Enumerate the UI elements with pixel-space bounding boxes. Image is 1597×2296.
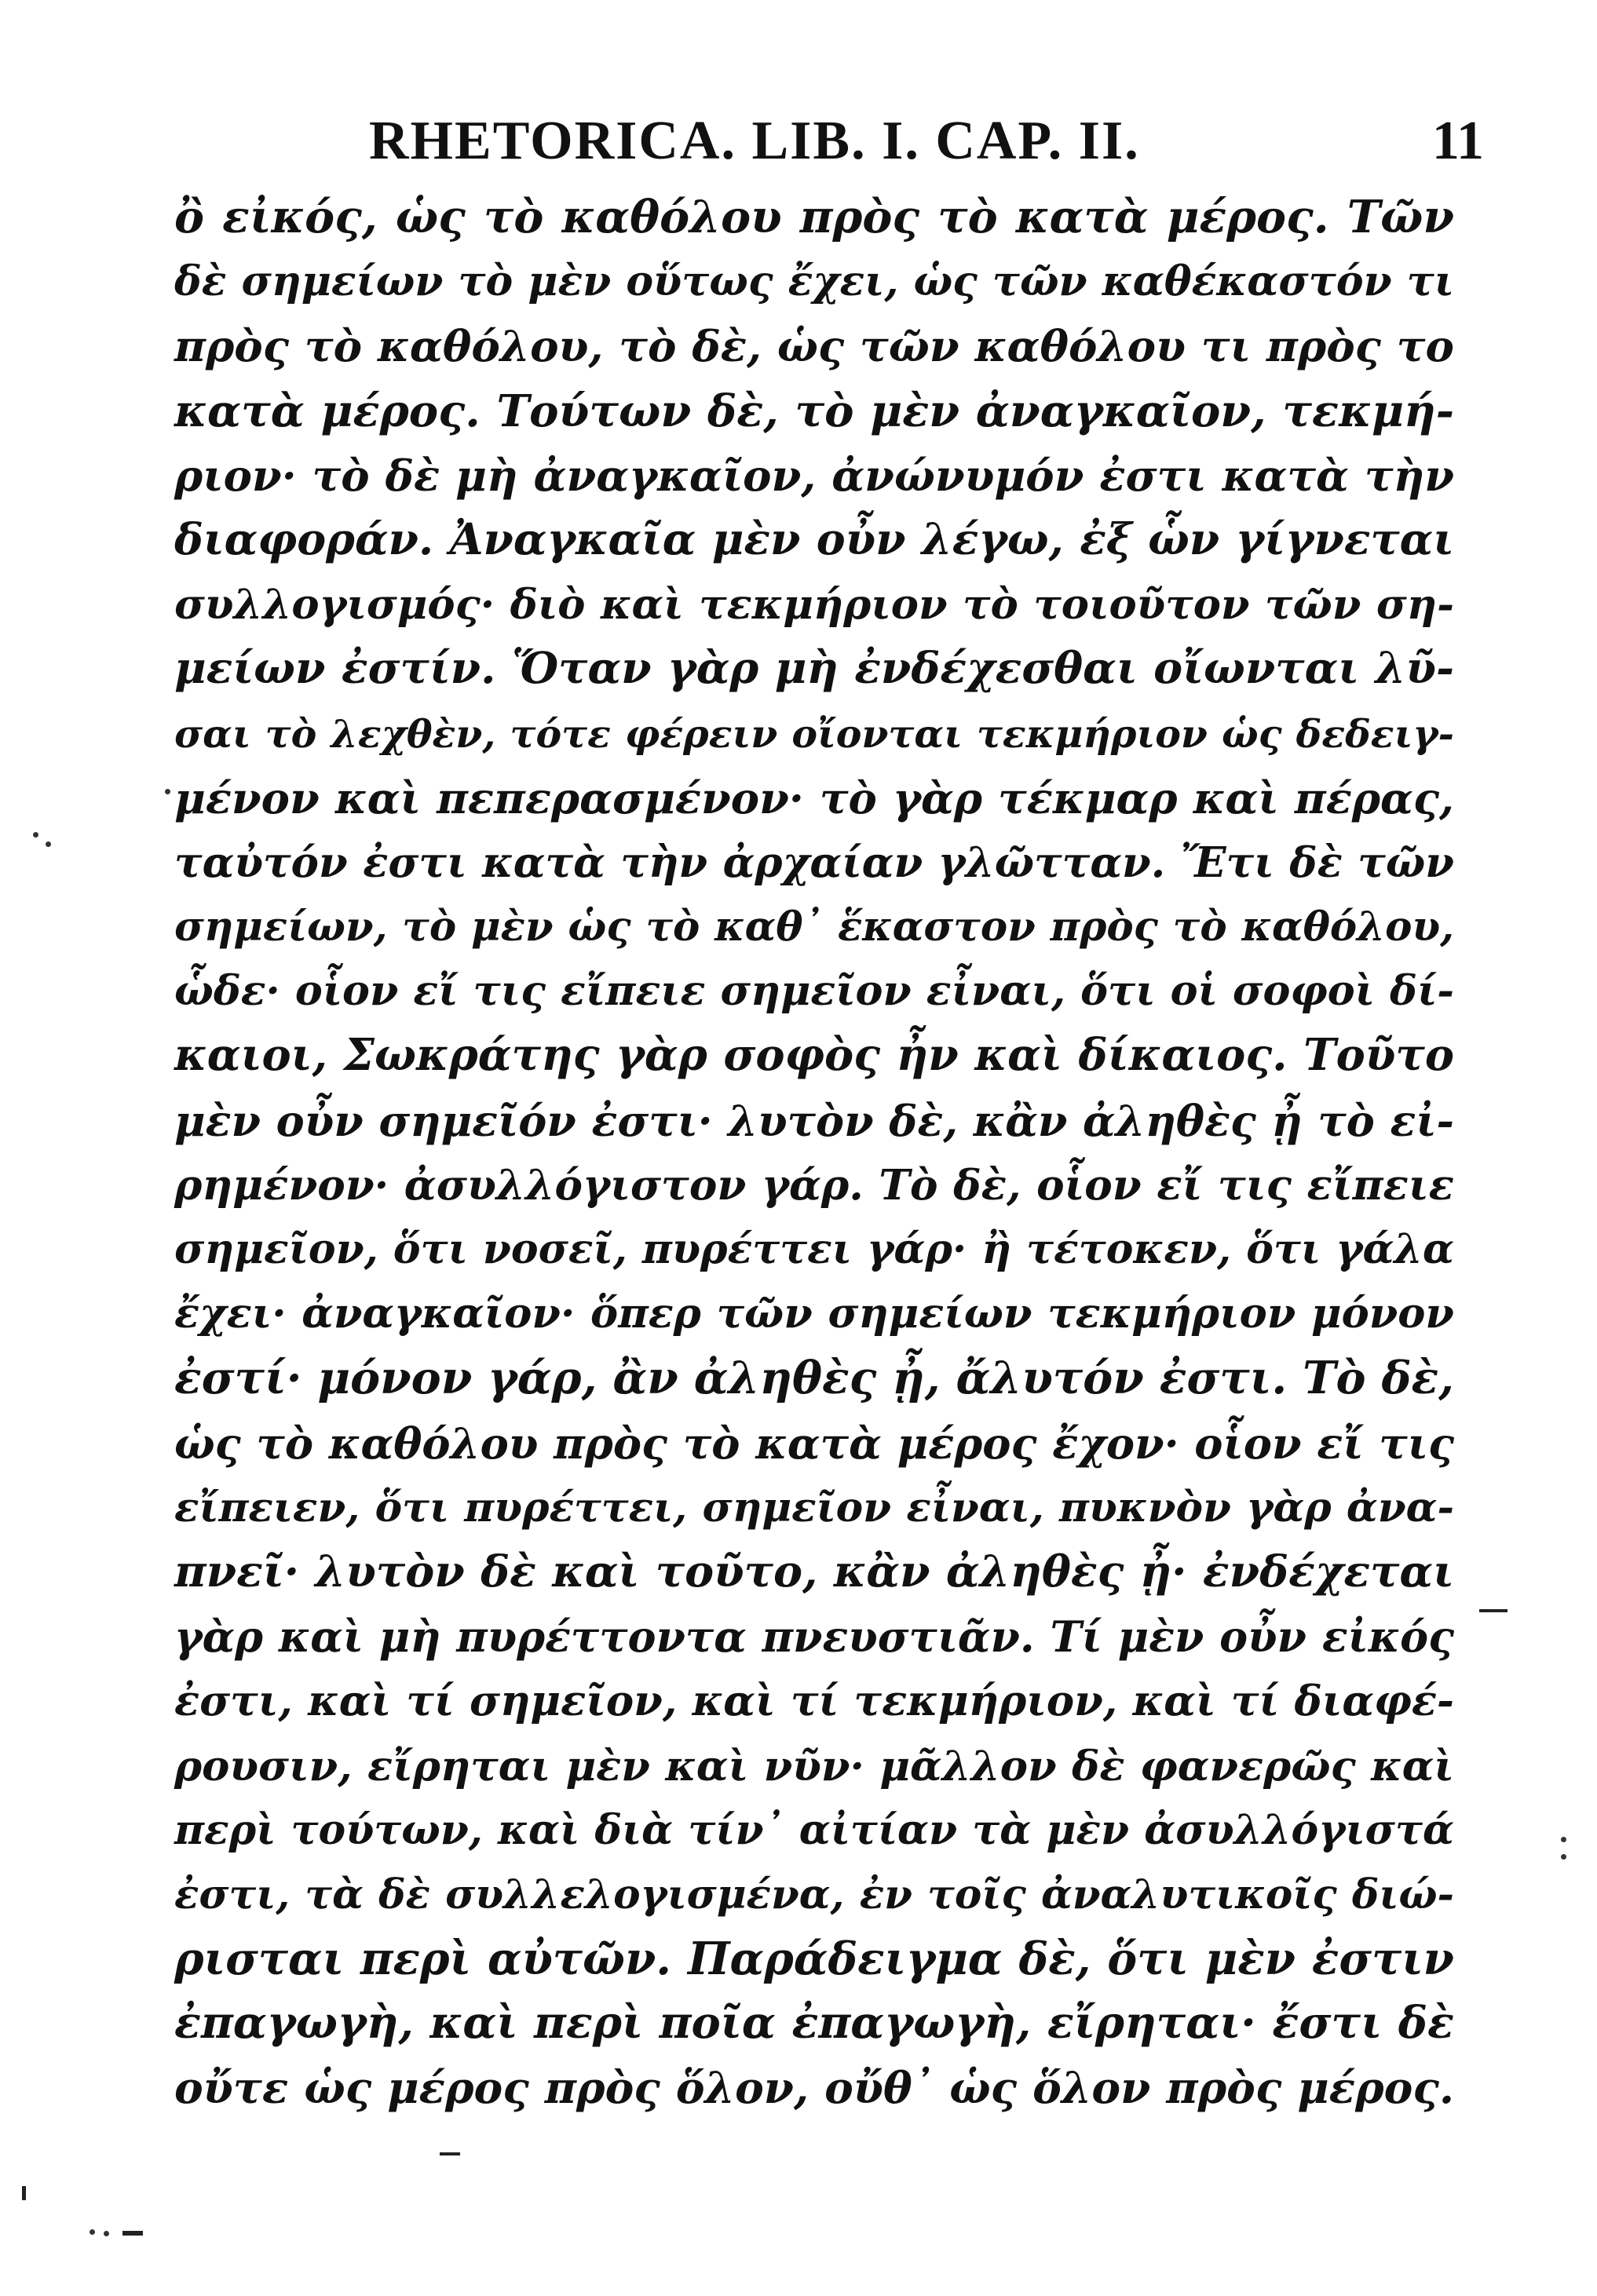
scan-artifact-dot: [46, 841, 51, 847]
scan-artifact-dot: [90, 2229, 95, 2235]
page-number: 11: [1431, 111, 1484, 171]
running-title: RHETORICA. LIB. I. CAP. II.: [369, 111, 1140, 171]
scan-artifact-dot: [104, 2231, 109, 2236]
text-line: ἔχει· ἀναγκαῖον· ὅπερ τῶν σημείων τεκμήριον μόνον: [174, 1290, 1454, 1338]
text-line: ρουσιν, εἴρηται μὲν καὶ νῦν· μᾶλλον δὲ φανερῶς καὶ: [174, 1741, 1454, 1790]
scan-artifact-dot: [165, 789, 170, 794]
text-line: συλλογισμός· διὸ καὶ τεκμήριον τὸ τοιοῦτον τῶν ση-: [174, 580, 1454, 630]
text-line: ἐστι, καὶ τί σημεῖον, καὶ τί τεκμήριον, καὶ τί διαφέ-: [174, 1677, 1454, 1726]
text-line: μὲν οὖν σημεῖόν ἐστι· λυτὸν δὲ, κἂν ἀληθὲς ᾖ τὸ εἰ-: [174, 1095, 1454, 1146]
greek-text-block: [174, 185, 1454, 2121]
text-line: πρὸς τὸ καθόλου, τὸ δὲ, ὡς τῶν καθόλου τι πρὸς το: [174, 321, 1454, 372]
scan-artifact-dot: [1561, 1854, 1566, 1860]
scan-artifact-dot: [33, 832, 38, 838]
text-line: ἐπαγωγὴ, καὶ περὶ ποῖα ἐπαγωγὴ, εἴρηται· ἔστι δὲ: [174, 1998, 1454, 2050]
scan-artifact-dash: [1479, 1609, 1507, 1612]
scan-artifact-dash: [440, 2152, 460, 2155]
text-line: ὧδε· οἷον εἴ τις εἴπειε σημεῖον εἶναι, ὅτι οἱ σοφοὶ δί-: [174, 967, 1454, 1016]
text-line: εἴπειεν, ὅτι πυρέττει, σημεῖον εἶναι, πυκνὸν γὰρ ἀνα-: [174, 1483, 1454, 1531]
running-head: [369, 106, 1484, 177]
text-line: ἐστι, τὰ δὲ συλλελογισμένα, ἐν τοῖς ἀναλυτικοῖς διώ-: [174, 1870, 1454, 1918]
text-line: γὰρ καὶ μὴ πυρέττοντα πνευστιᾶν. Τί μὲν οὖν εἰκός: [174, 1612, 1454, 1663]
text-line: ὂ εἰκός, ὡς τὸ καθόλου πρὸς τὸ κατὰ μέρος. Τῶν: [174, 191, 1454, 243]
text-line: περὶ τούτων, καὶ διὰ τίν᾽ αἰτίαν τὰ μὲν ἀσυλλόγιστά: [174, 1805, 1454, 1854]
text-line: ρημένον· ἀσυλλόγιστον γάρ. Τὸ δὲ, οἷον εἴ τις εἴπειε: [174, 1159, 1454, 1210]
text-line: μένον καὶ πεπερασμένον· τὸ γὰρ τέκμαρ καὶ πέρας,: [174, 772, 1454, 823]
text-line: καιοι, Σωκράτης γὰρ σοφὸς ἦν καὶ δίκαιος. Τοῦτο: [174, 1030, 1454, 1082]
text-line: οὔτε ὡς μέρος πρὸς ὅλον, οὔθ᾽ ὡς ὅλον πρὸς μέρος.: [174, 2062, 1454, 2114]
text-line: δὲ σημείων τὸ μὲν οὕτως ἔχει, ὡς τῶν καθέκαστόν τι: [174, 257, 1454, 306]
text-line: σημεῖον, ὅτι νοσεῖ, πυρέττει γάρ· ἢ τέτοκεν, ὅτι γάλα: [174, 1225, 1454, 1273]
scan-artifact-dash: [22, 2186, 26, 2200]
text-line: μείων ἐστίν. Ὅταν γὰρ μὴ ἐνδέχεσθαι οἴωνται λῦ-: [174, 643, 1454, 695]
text-line: σημείων, τὸ μὲν ὡς τὸ καθ᾽ ἕκαστον πρὸς τὸ καθόλου,: [174, 903, 1454, 951]
scan-artifact-dot: [1561, 1837, 1566, 1842]
text-line: ἐστί· μόνον γάρ, ἂν ἀληθὲς ᾖ, ἄλυτόν ἐστι. Τὸ δὲ,: [174, 1352, 1454, 1405]
text-line: ταὐτόν ἐστι κατὰ τὴν ἀρχαίαν γλῶτταν. Ἔτι δὲ τῶν: [174, 838, 1454, 887]
text-line: διαφοράν. Ἀναγκαῖα μὲν οὖν λέγω, ἐξ ὧν γίγνεται: [174, 513, 1454, 565]
text-line: κατὰ μέρος. Τούτων δὲ, τὸ μὲν ἀναγκαῖον, τεκμή-: [174, 385, 1454, 437]
text-line: ριον· τὸ δὲ μὴ ἀναγκαῖον, ἀνώνυμόν ἐστι κατὰ τὴν: [174, 450, 1454, 501]
scan-artifact-dash: [122, 2231, 143, 2236]
text-line: ρισται περὶ αὐτῶν. Παράδειγμα δὲ, ὅτι μὲν ἐστιν: [174, 1933, 1454, 1986]
text-line: ὡς τὸ καθόλου πρὸς τὸ κατὰ μέρος ἔχον· οἷον εἴ τις: [174, 1418, 1454, 1469]
text-line: πνεῖ· λυτὸν δὲ καὶ τοῦτο, κἂν ἀληθὲς ᾖ· ἐνδέχεται: [174, 1546, 1454, 1597]
text-line: σαι τὸ λεχθὲν, τότε φέρειν οἴονται τεκμήριον ὡς δεδειγ-: [174, 710, 1454, 757]
